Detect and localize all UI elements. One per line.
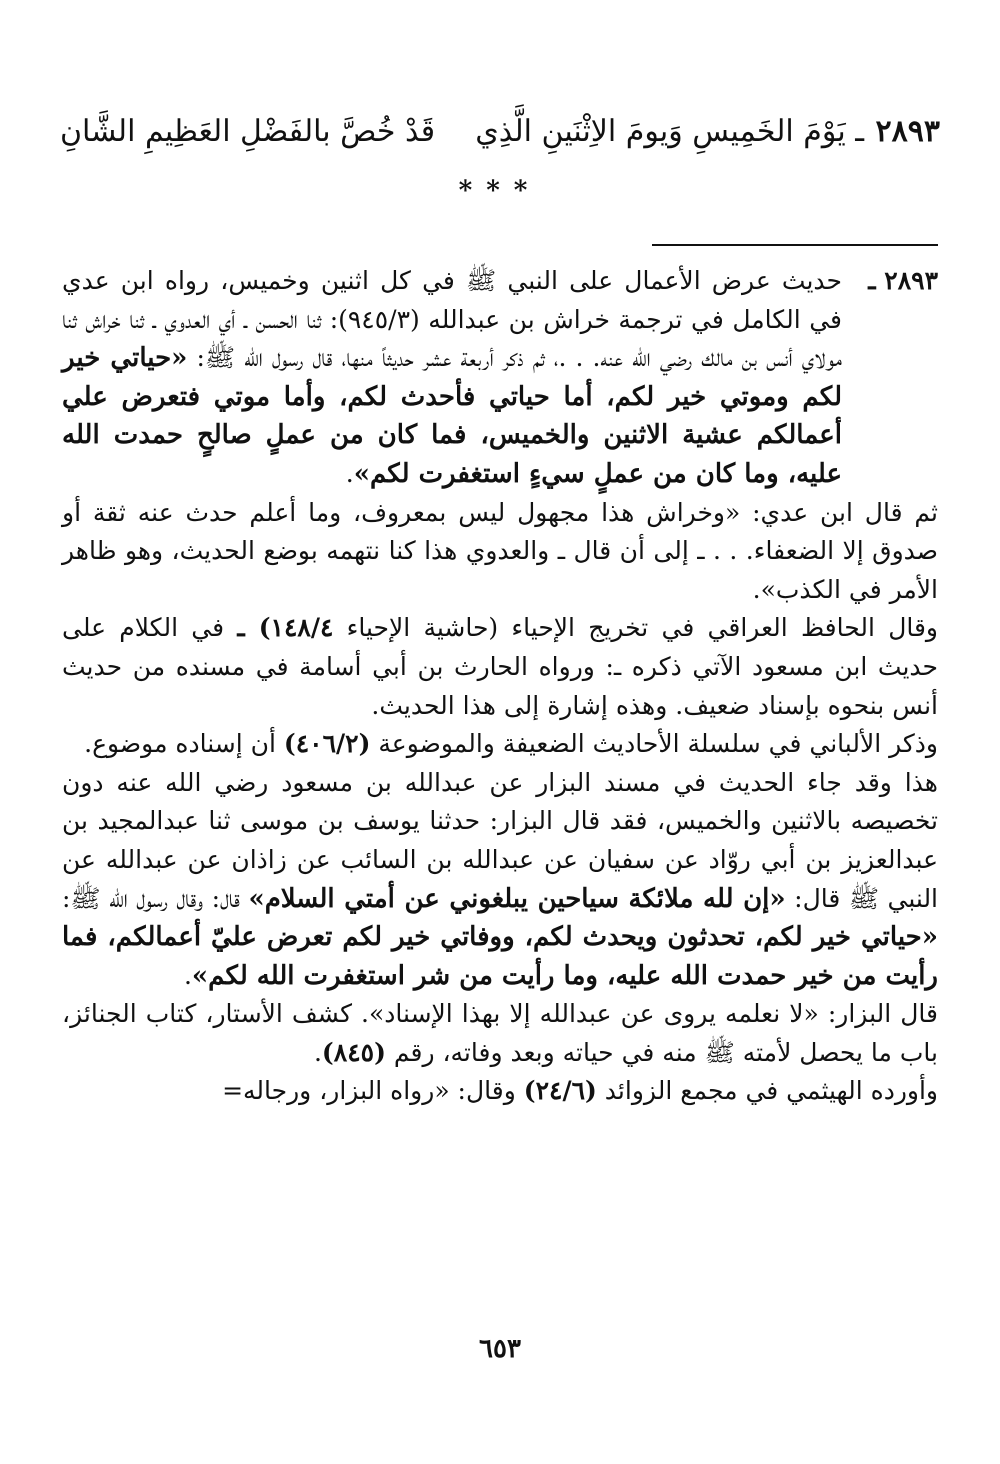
footnote-divider <box>652 244 938 246</box>
p5-mid: قال: وقال رسول الله ﷺ: <box>62 883 249 913</box>
verse-number: ٢٨٩٣ <box>875 114 940 149</box>
hadith-quote-2: «إن لله ملائكة سياحين يبلغوني عن أمتي السلام» <box>248 883 786 914</box>
p3-rest: في الكلام على حديث ابن مسعود الآتي ذكره ـ: ورواه الحارث بن أبي أسامة في مسنده من حديث أنس بنحوه بإسناد ضعيف. وهذه إشارة إلى هذا الحديث. <box>62 613 938 720</box>
footnote-paragraph-1 <box>62 262 842 494</box>
p4-rest: أن إسناده موضوع. <box>84 729 284 759</box>
p3-text: وقال الحافظ العراقي في تخريج الإحياء (حاشية الإحياء <box>333 613 939 643</box>
footnote-paragraph-2: ثم قال ابن عدي: «وخراش هذا مجهول ليس بمعروف، وما أعلم حدث عنه ثقة أو صدوق إلا الضعفاء. . . ـ إلى أن قال ـ والعدوي هذا كنا نتهمه بوضع الحديث، وهو ظاهر الأمر في الكذب». <box>62 497 938 604</box>
p6-ref: (٨٤٥) <box>321 1037 386 1067</box>
p7-text: وأورده الهيثمي في مجمع الزوائد <box>596 1076 938 1106</box>
p1-end: . <box>345 458 354 488</box>
p6-end: . <box>313 1037 322 1067</box>
footnote-paragraph-4 <box>62 725 938 764</box>
p4-ref: (٤٠٦/٢) <box>283 729 371 759</box>
p7-ref: (٢٤/٦) <box>523 1076 597 1106</box>
p3-ref: ١٤٨/٤) ـ <box>237 613 334 643</box>
p5-end: . <box>183 960 192 990</box>
p1-text: حديث عرض الأعمال على النبي ﷺ في كل اثنين وخميس، رواه ابن عدي في الكامل في ترجمة خراش بن عبدالله (٩٤٥/٣): ثنا الحسن ـ أي العدوي ـ ثنا خراش ثنا مولاي أنس بن مالك رضي الله عنه. . .، ثم ذكر أربعة عشر حديثاً منها، قال رسول الله ﷺ: <box>62 266 843 373</box>
section-separator: *** <box>458 176 542 206</box>
footnote-paragraph-5 <box>62 764 938 996</box>
p6-text: قال البزار: «لا نعلمه يروى عن عبدالله إلا بهذا الإسناد». كشف الأستار، كتاب الجنائز، باب ما يحصل لأمته ﷺ منه في حياته وبعد وفاته، رقم <box>62 999 938 1067</box>
verse-first-hemistich: ـ يَوْمَ الخَمِيسِ وَيومَ الاِثْنَينِ الَّذِي <box>475 114 864 149</box>
hadith-quote-3: «حياتي خير لكم، تحدثون ويحدث لكم، ووفاتي خير لكم تعرض عليّ أعمالكم، فما رأيت من خير حمدت الله عليه، وما رأيت من شر استغفرت الله لكم» <box>62 922 938 991</box>
footnotes <box>62 262 938 1111</box>
hadith-quote-1: «حياتي خير لكم وموتي خير لكم، أما حياتي فأحدث لكم، وأما موتي فتعرض علي أعمالكم عشية الاثنين والخميس، فما كان من عملٍ صالحٍ حمدت الله عليه، وما كان من عملٍ سيءٍ استغفرت لكم» <box>62 343 842 489</box>
footnote-number: ٢٨٩٣ ـ <box>868 266 938 295</box>
verse-second-hemistich: قَدْ خُصَّ بالفَضْلِ العَظِيمِ الشَّانِ <box>60 114 436 149</box>
p4-text: وذكر الألباني في سلسلة الأحاديث الضعيفة والموضوعة <box>370 729 938 759</box>
footnote-paragraph-7 <box>62 1072 938 1111</box>
p7-rest: وقال: «رواه البزار، ورجاله= <box>222 1076 524 1106</box>
p5-text: هذا وقد جاء الحديث في مسند البزار عن عبدالله بن مسعود رضي الله عنه دون تخصيصه بالاثنين والخميس، فقد قال البزار: حدثنا يوسف بن موسى ثنا عبدالمجيد بن عبدالعزيز بن أبي روّاد عن سفيان عن عبدالله بن السائب عن زاذان عن عبدالله عن النبي ﷺ قال: <box>62 767 939 913</box>
poem-verse <box>60 102 940 162</box>
page-number: ٦٥٣ <box>479 1334 521 1364</box>
footnote-paragraph-3 <box>62 609 938 725</box>
footnote-paragraph-6 <box>62 995 938 1072</box>
